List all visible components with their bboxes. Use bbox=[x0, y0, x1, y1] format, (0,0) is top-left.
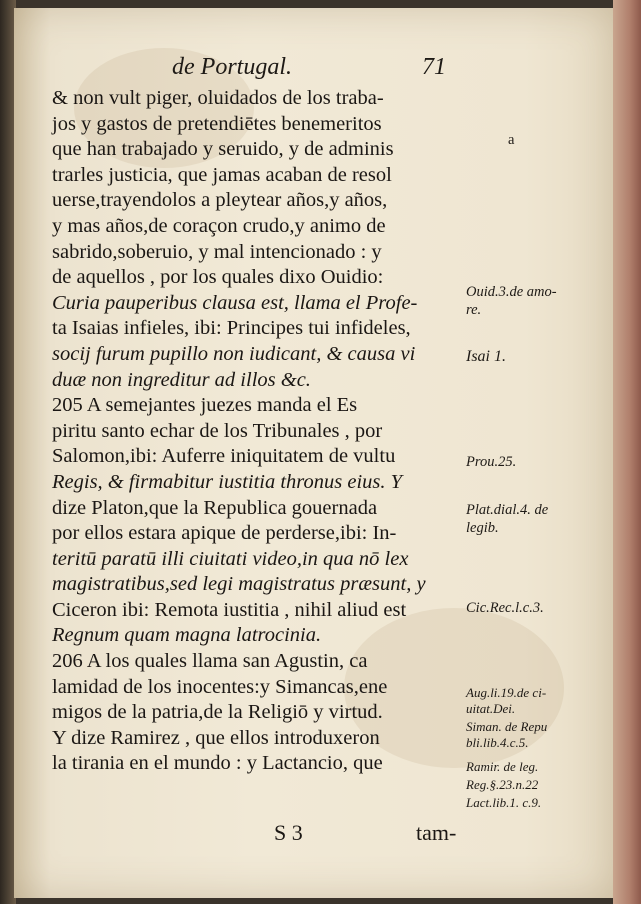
text-line: Curia pauperibus clausa est, llama el Profe- bbox=[52, 291, 418, 314]
text-line: magistratibus,sed legi magistratus præsunt, y bbox=[52, 573, 426, 596]
margin-note: legib. bbox=[466, 520, 499, 536]
text-line: socij furum pupillo non iudicant, & causa vi bbox=[52, 342, 416, 365]
text-line: Regnum quam magna latrocinia. bbox=[52, 624, 322, 647]
margin-note: Lact.lib.1. c.9. bbox=[466, 795, 542, 810]
text-line: Y dize Ramirez , que ellos introduxeron bbox=[52, 726, 380, 749]
page-header bbox=[14, 54, 614, 84]
margin-note: Siman. de Repu bbox=[466, 719, 548, 734]
text-line: jos y gastos de pretendiētes benemeritos bbox=[52, 112, 382, 135]
text-line: duæ non ingreditur ad illos &c. bbox=[52, 368, 311, 391]
text-line: trarles justicia, que jamas acaban de resol bbox=[52, 163, 392, 186]
page-footer bbox=[14, 820, 614, 846]
page-number: 71 bbox=[422, 54, 446, 80]
running-head: de Portugal. bbox=[172, 54, 292, 80]
text-line: dize Platon,que la Republica gouernada bbox=[52, 496, 378, 519]
text-line: la tirania en el mundo : y Lactancio, que bbox=[52, 752, 383, 775]
page-edge bbox=[613, 0, 641, 904]
text-line: que han trabajado y seruido, y de adminis bbox=[52, 138, 394, 161]
text-line: de aquellos , por los quales dixo Ouidio: bbox=[52, 266, 384, 289]
text-line: Regis, & firmabitur iustitia thronus eius. Y bbox=[52, 470, 403, 493]
margin-note: uitat.Dei. bbox=[466, 701, 516, 716]
text-line: ta Isaias infieles, ibi: Principes tui infideles, bbox=[52, 317, 411, 340]
signature-mark: S 3 bbox=[274, 820, 303, 845]
text-line: por ellos estara apique de perderse,ibi: In- bbox=[52, 522, 397, 545]
paragraph-start: 206 A los quales llama san Agustin, ca bbox=[52, 650, 368, 673]
text-line: lamidad de los inocentes:y Simancas,ene bbox=[52, 675, 388, 698]
margin-note: Isai 1. bbox=[466, 348, 506, 365]
margin-note: Prou.25. bbox=[466, 454, 517, 470]
text-line: piritu santo echar de los Tribunales , por bbox=[52, 419, 383, 442]
margin-note: Ramir. de leg. bbox=[466, 759, 539, 774]
paragraph-start: 205 A semejantes juezes manda el Es bbox=[52, 394, 358, 417]
margin-note: Reg.§.23.n.22 bbox=[466, 777, 539, 792]
text-line: Ciceron ibi: Remota iustitia , nihil aliud est bbox=[52, 598, 407, 621]
margin-note: Plat.dial.4. de bbox=[466, 502, 549, 518]
margin-note: re. bbox=[466, 302, 482, 318]
text-line: & non vult piger, oluidados de los traba- bbox=[52, 87, 384, 109]
margin-note: Ouid.3.de amo- bbox=[466, 284, 557, 300]
catchword: tam- bbox=[416, 820, 457, 845]
text-line: y mas años,de coraçon crudo,y animo de bbox=[52, 214, 386, 237]
margin-note: Aug.li.19.de ci- bbox=[466, 685, 547, 700]
margin-note: Cic.Rec.l.c.3. bbox=[466, 600, 544, 616]
text-line: teritū paratū illi ciuitati video,in qua nō lex bbox=[52, 547, 409, 570]
text-line: Salomon,ibi: Auferre iniquitatem de vultu bbox=[52, 445, 396, 468]
margin-note: a bbox=[508, 132, 515, 148]
book-page bbox=[14, 8, 614, 898]
body-text bbox=[52, 86, 472, 777]
margin-note: bli.lib.4.c.5. bbox=[466, 735, 529, 750]
text-line: migos de la patria,de la Religiō y virtud. bbox=[52, 701, 383, 724]
text-line: uerse,trayendolos a pleytear años,y años, bbox=[52, 189, 388, 212]
text-line: sabrido,soberuio, y mal intencionado : y bbox=[52, 240, 382, 263]
